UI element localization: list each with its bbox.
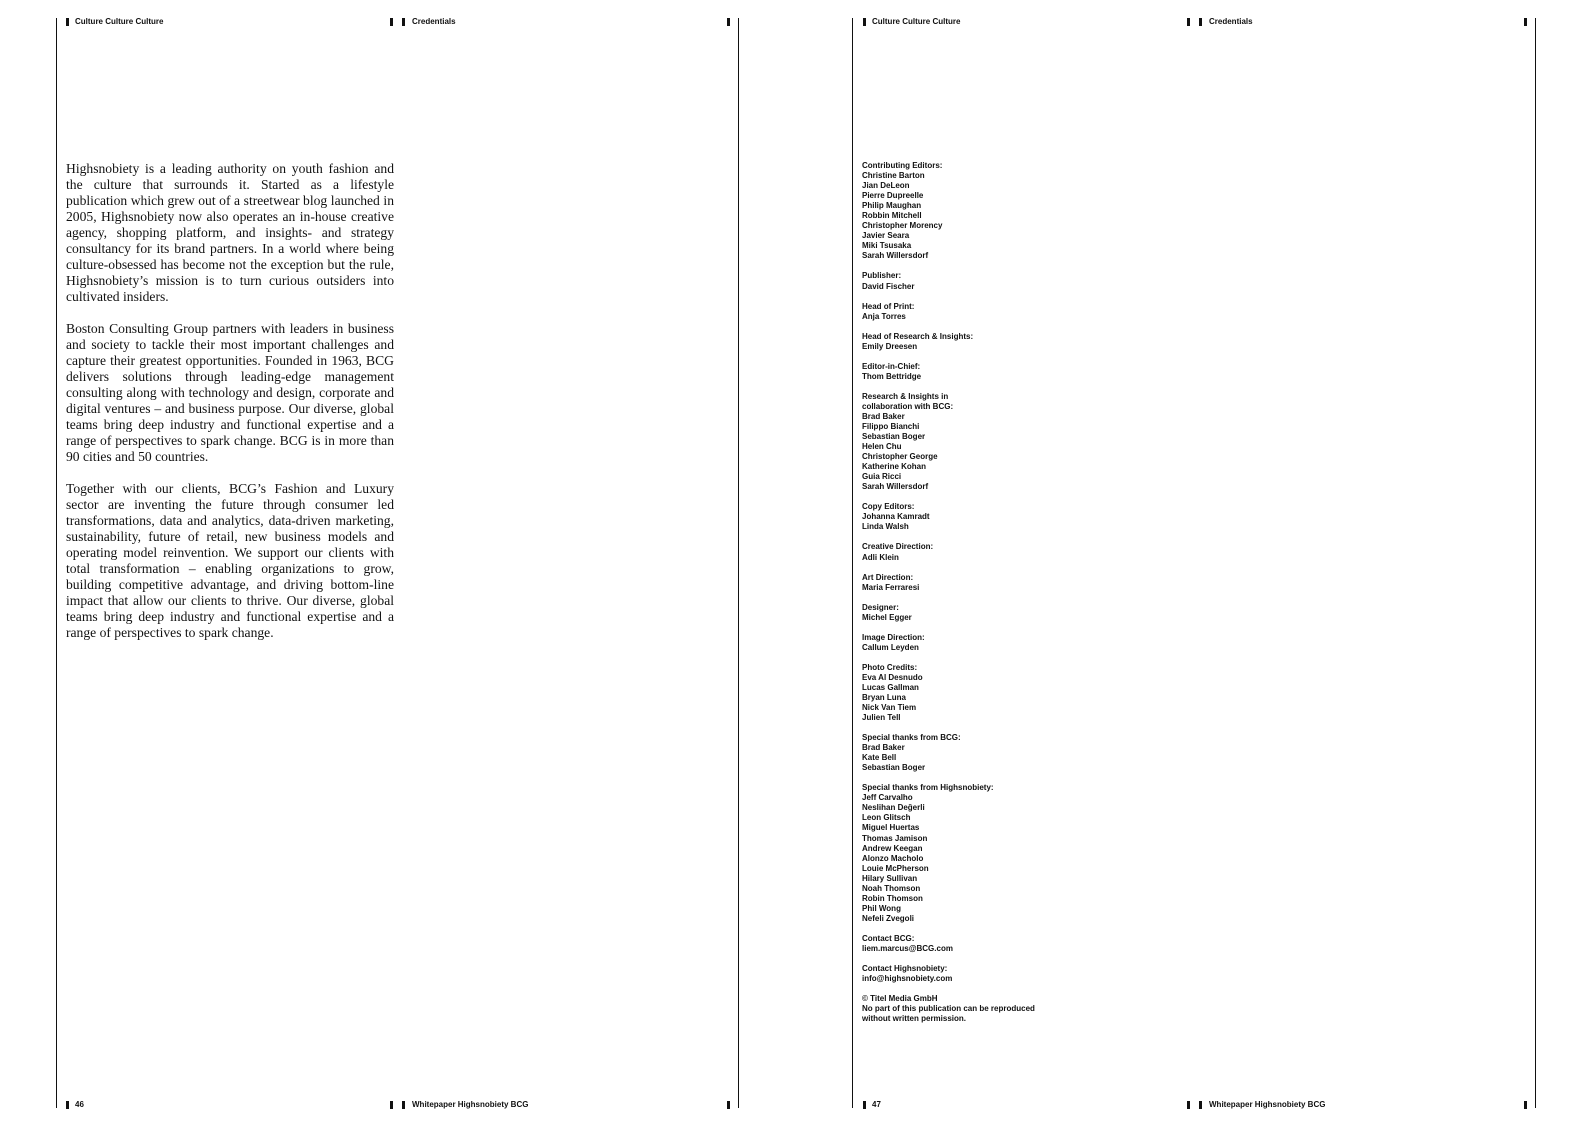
credit-block <box>862 994 1122 1024</box>
running-header-chapter: Credentials <box>412 17 456 26</box>
header-marker <box>727 18 730 26</box>
credit-entry: No part of this publication can be reproduced <box>862 1004 1035 1014</box>
running-header-chapter: Credentials <box>1209 17 1253 26</box>
credit-block <box>862 302 1122 322</box>
credit-entry: Robbin Mitchell <box>862 211 922 221</box>
credit-entry: Guia Ricci <box>862 472 902 482</box>
credit-entry: Sebastian Boger <box>862 763 926 773</box>
credit-heading: Publisher: <box>862 271 902 281</box>
credit-entry: Eva Al Desnudo <box>862 672 923 682</box>
credit-entry: Anja Torres <box>862 311 906 321</box>
header-marker <box>1187 18 1190 26</box>
credit-entry: liem.marcus@BCG.com <box>862 944 953 953</box>
credit-block <box>862 633 1122 653</box>
credit-entry: Miguel Huertas <box>862 823 920 833</box>
credit-entry: Phil Wong <box>862 903 901 913</box>
credits-list <box>862 161 1122 1034</box>
credit-block <box>862 332 1122 352</box>
credit-block <box>862 934 1122 954</box>
credit-entry: David Fischer <box>862 281 915 291</box>
header-marker <box>1199 18 1202 26</box>
credit-entry: Andrew Keegan <box>862 843 923 853</box>
credit-entry: Jian DeLeon <box>862 181 910 191</box>
credit-entry: Miki Tsusaka <box>862 241 912 251</box>
credit-entry: Johanna Kamradt <box>862 512 930 522</box>
credit-entry: Thom Bettridge <box>862 371 922 381</box>
credit-entry: Nefeli Zvegoli <box>862 913 915 923</box>
running-header-section: Culture Culture Culture <box>75 17 164 26</box>
credit-entry: Noah Thomson <box>862 883 921 893</box>
credit-entry: Brad Baker <box>862 411 905 421</box>
credit-entry: Bryan Luna <box>862 692 907 702</box>
footer-marker <box>1199 1101 1202 1109</box>
credit-entry: Pierre Dupreelle <box>862 191 924 201</box>
credit-block <box>862 733 1122 773</box>
credit-entry: Kate Bell <box>862 753 897 763</box>
body-text <box>66 161 394 657</box>
credit-block <box>862 663 1122 723</box>
footer-marker <box>1187 1101 1190 1109</box>
credit-block <box>862 964 1122 984</box>
running-footer-publication: Whitepaper Highsnobiety BCG <box>1209 1100 1326 1109</box>
footer-marker <box>1524 1101 1527 1109</box>
credit-entry: Callum Leyden <box>862 642 919 652</box>
credit-heading: Art Direction: <box>862 572 914 582</box>
credit-heading: Image Direction: <box>862 632 925 642</box>
credit-entry: Hilary Sullivan <box>862 873 918 883</box>
credit-heading: Photo Credits: <box>862 662 918 672</box>
paragraph-fashion-luxury: Together with our clients, BCG’s Fashion and Luxury sector are inventing the future through consumer led transformations, data and analytics, data-driven marketing, sustainability, future of retail, new business models and operating model reinvention. We support our clients with total transformation – enabling organizations to grow, building competitive advantage, and driving bottom-line impact that allow our clients to thrive. Our diverse, global teams bring deep industry and functional expertise and a range of perspectives to spark change. <box>66 480 394 641</box>
credit-entry: Brad Baker <box>862 743 905 753</box>
credit-entry: Michel Egger <box>862 612 912 622</box>
page-number: 46 <box>75 1100 84 1109</box>
credit-entry: Christine Barton <box>862 171 925 181</box>
credit-entry: Helen Chu <box>862 442 902 452</box>
credit-heading: Designer: <box>862 602 899 612</box>
credit-heading: Editor-in-Chief: <box>862 361 921 371</box>
credit-entry: Louie McPherson <box>862 863 929 873</box>
header-marker <box>390 18 393 26</box>
credit-block <box>862 362 1122 382</box>
credit-heading: Head of Print: <box>862 301 915 311</box>
credit-heading: Head of Research & Insights: <box>862 331 974 341</box>
credit-heading: © Titel Media GmbH <box>862 994 938 1004</box>
credit-heading: Contributing Editors: <box>862 161 943 170</box>
credit-entry: Thomas Jamison <box>862 833 928 843</box>
credit-entry: Neslihan Değerli <box>862 803 925 813</box>
credit-block <box>862 271 1122 291</box>
footer-marker <box>66 1101 69 1109</box>
credit-heading: Research & Insights in <box>862 391 949 401</box>
credit-heading: Special thanks from BCG: <box>862 733 961 743</box>
credit-entry: collaboration with BCG: <box>862 401 954 411</box>
credit-entry: Katherine Kohan <box>862 462 927 472</box>
footer-marker <box>863 1101 866 1109</box>
credit-entry: Jeff Carvalho <box>862 793 913 803</box>
credit-entry: Christopher Morency <box>862 221 943 231</box>
credit-entry: Emily Dreesen <box>862 341 918 351</box>
credit-block <box>862 161 1122 261</box>
paragraph-highsnobiety: Highsnobiety is a leading authority on youth fashion and the culture that surrounds it. Started as a lifestyle publication which grew out of a streetwear blog launched in 2005, Highsnobiety now also operates an in-house creative agency, shopping platform, and insights- and strategy consultancy for its brand partners. In a world where being culture-obsessed has become not the exception but the rule, Highsnobiety’s mission is to turn curious outsiders into cultivated insiders. <box>66 161 394 305</box>
credit-block <box>862 392 1122 492</box>
page-number: 47 <box>872 1100 881 1109</box>
footer-marker <box>402 1101 405 1109</box>
credit-heading: Special thanks from Highsnobiety: <box>862 783 994 793</box>
footer-marker <box>727 1101 730 1109</box>
credit-entry: Christopher George <box>862 452 938 462</box>
credit-block <box>862 542 1122 562</box>
credit-block <box>862 573 1122 593</box>
credit-block <box>862 783 1122 924</box>
credit-entry: Sarah Willersdorf <box>862 482 929 492</box>
header-marker <box>402 18 405 26</box>
credit-entry: Julien Tell <box>862 713 901 723</box>
running-header-section: Culture Culture Culture <box>872 17 961 26</box>
paragraph-bcg: Boston Consulting Group partners with leaders in business and society to tackle their most important challenges and capture their greatest opportunities. Founded in 1963, BCG delivers solutions through leading-edge management consulting along with technology and design, corporate and digital ventures – and business purpose. Our diverse, global teams bring deep industry and functional expertise and a range of perspectives to spark change. BCG is in more than 90 cities and 50 countries. <box>66 320 394 465</box>
credit-block <box>862 502 1122 532</box>
credit-heading: Creative Direction: <box>862 542 934 552</box>
footer-marker <box>390 1101 393 1109</box>
credit-heading: Contact Highsnobiety: <box>862 964 948 974</box>
credit-entry: Robin Thomson <box>862 893 923 903</box>
credit-entry: Filippo Bianchi <box>862 421 920 431</box>
credit-entry: without written permission. <box>862 1014 967 1024</box>
credit-block <box>862 603 1122 623</box>
credit-entry: Alonzo Macholo <box>862 853 924 863</box>
credit-entry: Sebastian Boger <box>862 432 926 442</box>
right-page-left-rule <box>852 18 853 1108</box>
credit-entry: Nick Van Tiem <box>862 703 917 713</box>
credit-heading: Contact BCG: <box>862 933 915 943</box>
credit-entry: Linda Walsh <box>862 522 909 532</box>
header-marker <box>1524 18 1527 26</box>
credit-entry: Maria Ferraresi <box>862 582 920 592</box>
credit-entry: Sarah Willersdorf <box>862 251 929 261</box>
left-page-left-rule <box>56 18 57 1108</box>
credit-entry: info@highsnobiety.com <box>862 974 953 984</box>
header-marker <box>66 18 69 26</box>
credit-heading: Copy Editors: <box>862 502 915 512</box>
credit-entry: Lucas Gallman <box>862 682 919 692</box>
credit-entry: Leon Glitsch <box>862 813 911 823</box>
credit-entry: Adli Klein <box>862 552 899 562</box>
right-page-right-rule <box>1535 18 1536 1108</box>
running-footer-publication: Whitepaper Highsnobiety BCG <box>412 1100 529 1109</box>
credit-entry: Javier Seara <box>862 231 910 241</box>
credit-entry: Philip Maughan <box>862 201 922 211</box>
header-marker <box>863 18 866 26</box>
left-page-right-rule <box>738 18 739 1108</box>
